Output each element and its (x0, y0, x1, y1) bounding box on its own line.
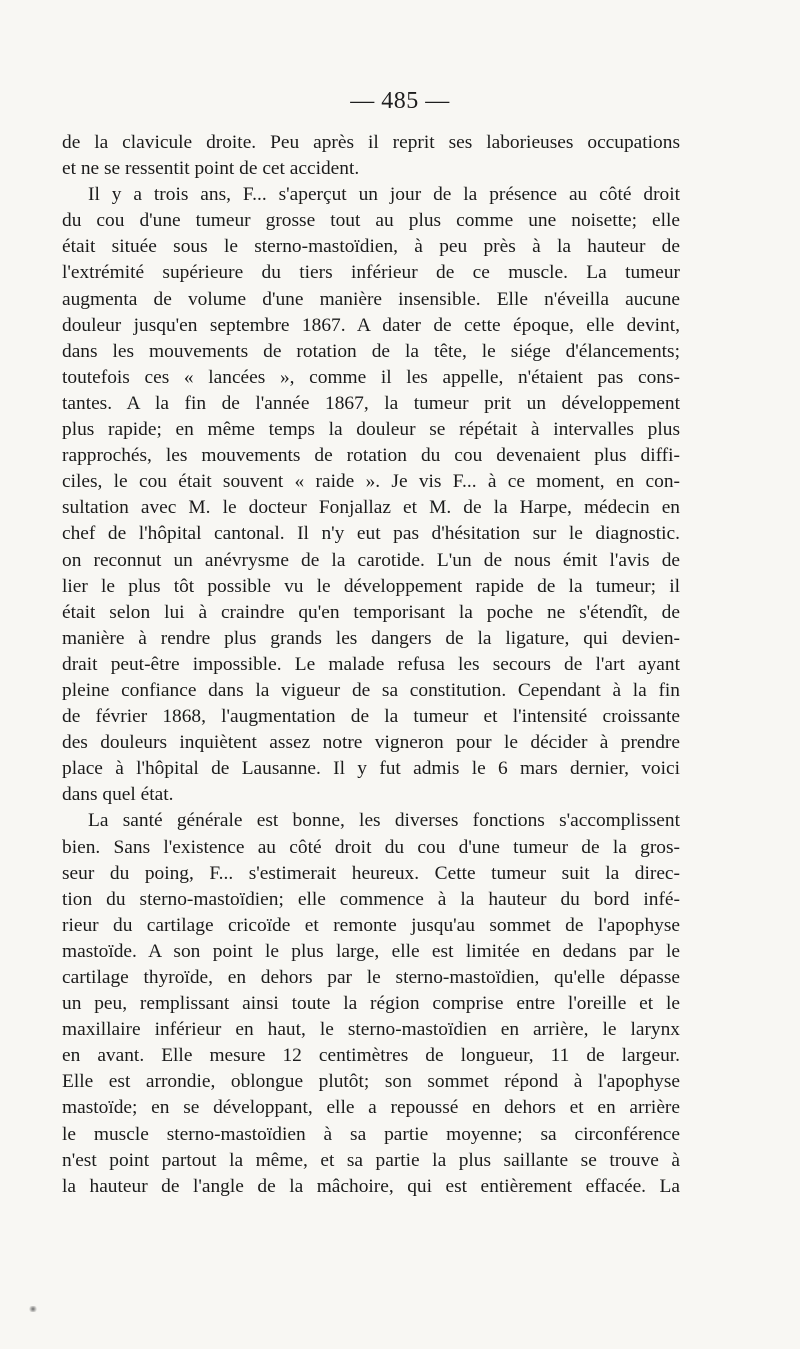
text-line: était selon lui à craindre qu'en temporisant la poche ne s'étendît, de (62, 601, 680, 623)
text-line: augmenta de volume d'une manière insensible. Elle n'éveilla aucune (62, 288, 680, 310)
text-line: toutefois ces « lancées », comme il les appelle, n'étaient pas cons- (62, 366, 680, 388)
text-line: La santé générale est bonne, les diverses fonctions s'accomplissent (88, 810, 680, 832)
text-line: l'extrémité supérieure du tiers inférieur de ce muscle. La tumeur (62, 262, 680, 284)
text-line: était située sous le sterno-mastoïdien, à peu près à la hauteur de (62, 236, 680, 258)
text-line: des douleurs inquiètent assez notre vigneron pour le décider à prendre (62, 732, 680, 754)
text-line: tantes. A la fin de l'année 1867, la tumeur prit un développement (62, 392, 680, 414)
text-line: seur du poing, F... s'estimerait heureux. Cette tumeur suit la direc- (62, 862, 680, 884)
text-line: maxillaire inférieur en haut, le sterno-mastoïdien en arrière, le larynx (62, 1019, 680, 1041)
text-line: douleur jusqu'en septembre 1867. A dater de cette époque, elle devint, (62, 314, 680, 336)
text-line: chef de l'hôpital cantonal. Il n'y eut pas d'hésitation sur le diagnostic. (62, 523, 680, 545)
text-line: sultation avec M. le docteur Fonjallaz et M. de la Harpe, médecin en (62, 497, 680, 519)
text-line: n'est point partout la même, et sa partie la plus saillante se trouve à (62, 1149, 680, 1171)
text-line: Il y a trois ans, F... s'aperçut un jour de la présence au côté droit (88, 184, 680, 206)
body-text (62, 130, 680, 1200)
text-line: mastoïde. A son point le plus large, elle est limitée en dedans par le (62, 940, 680, 962)
text-line: place à l'hôpital de Lausanne. Il y fut admis le 6 mars dernier, voici (62, 758, 680, 780)
text-line: un peu, remplissant ainsi toute la région comprise entre l'oreille et le (62, 993, 680, 1015)
text-line: pleine confiance dans la vigueur de sa constitution. Cependant à la fin (62, 679, 680, 701)
text-line: cartilage thyroïde, en dehors par le sterno-mastoïdien, qu'elle dépasse (62, 967, 680, 988)
text-line: dans les mouvements de rotation de la tête, le siége d'élancements; (62, 340, 680, 362)
text-line: ciles, le cou était souvent « raide ». Je vis F... à ce moment, en con- (62, 471, 680, 493)
text-line: drait peut-être impossible. Le malade refusa les secours de l'art ayant (62, 653, 680, 675)
text-line: rapprochés, les mouvements de rotation du cou devenaient plus diffi- (62, 445, 680, 467)
paper-speck (28, 1306, 38, 1312)
text-line: de février 1868, l'augmentation de la tumeur et l'intensité croissante (62, 706, 680, 728)
text-line: et ne se ressentit point de cet accident. (62, 158, 360, 180)
page-number: — 485 — (350, 88, 450, 114)
text-line: Elle est arrondie, oblongue plutôt; son sommet répond à l'apophyse (62, 1071, 680, 1093)
text-line: rieur du cartilage cricoïde et remonte jusqu'au sommet de l'apophyse (62, 914, 680, 936)
text-line: on reconnut un anévrysme de la carotide. L'un de nous émit l'avis de (62, 549, 680, 571)
text-line: de la clavicule droite. Peu après il reprit ses laborieuses occupations (62, 132, 680, 153)
text-line: la hauteur de l'angle de la mâchoire, qui est entièrement effacée. La (62, 1175, 680, 1197)
text-line: lier le plus tôt possible vu le développement rapide de la tumeur; il (62, 575, 680, 597)
text-line: en avant. Elle mesure 12 centimètres de longueur, 11 de largeur. (62, 1045, 680, 1067)
text-line: bien. Sans l'existence au côté droit du cou d'une tumeur de la gros- (62, 836, 680, 858)
text-line: plus rapide; en même temps la douleur se répétait à intervalles plus (62, 419, 680, 441)
text-line: tion du sterno-mastoïdien; elle commence à la hauteur du bord infé- (62, 888, 680, 910)
text-line: mastoïde; en se développant, elle a repoussé en dehors et en arrière (62, 1097, 680, 1119)
text-line: le muscle sterno-mastoïdien à sa partie moyenne; sa circonférence (62, 1123, 680, 1145)
text-line: dans quel état. (62, 784, 174, 806)
text-line: du cou d'une tumeur grosse tout au plus comme une noisette; elle (62, 210, 680, 232)
text-line: manière à rendre plus grands les dangers de la ligature, qui devien- (62, 627, 680, 649)
